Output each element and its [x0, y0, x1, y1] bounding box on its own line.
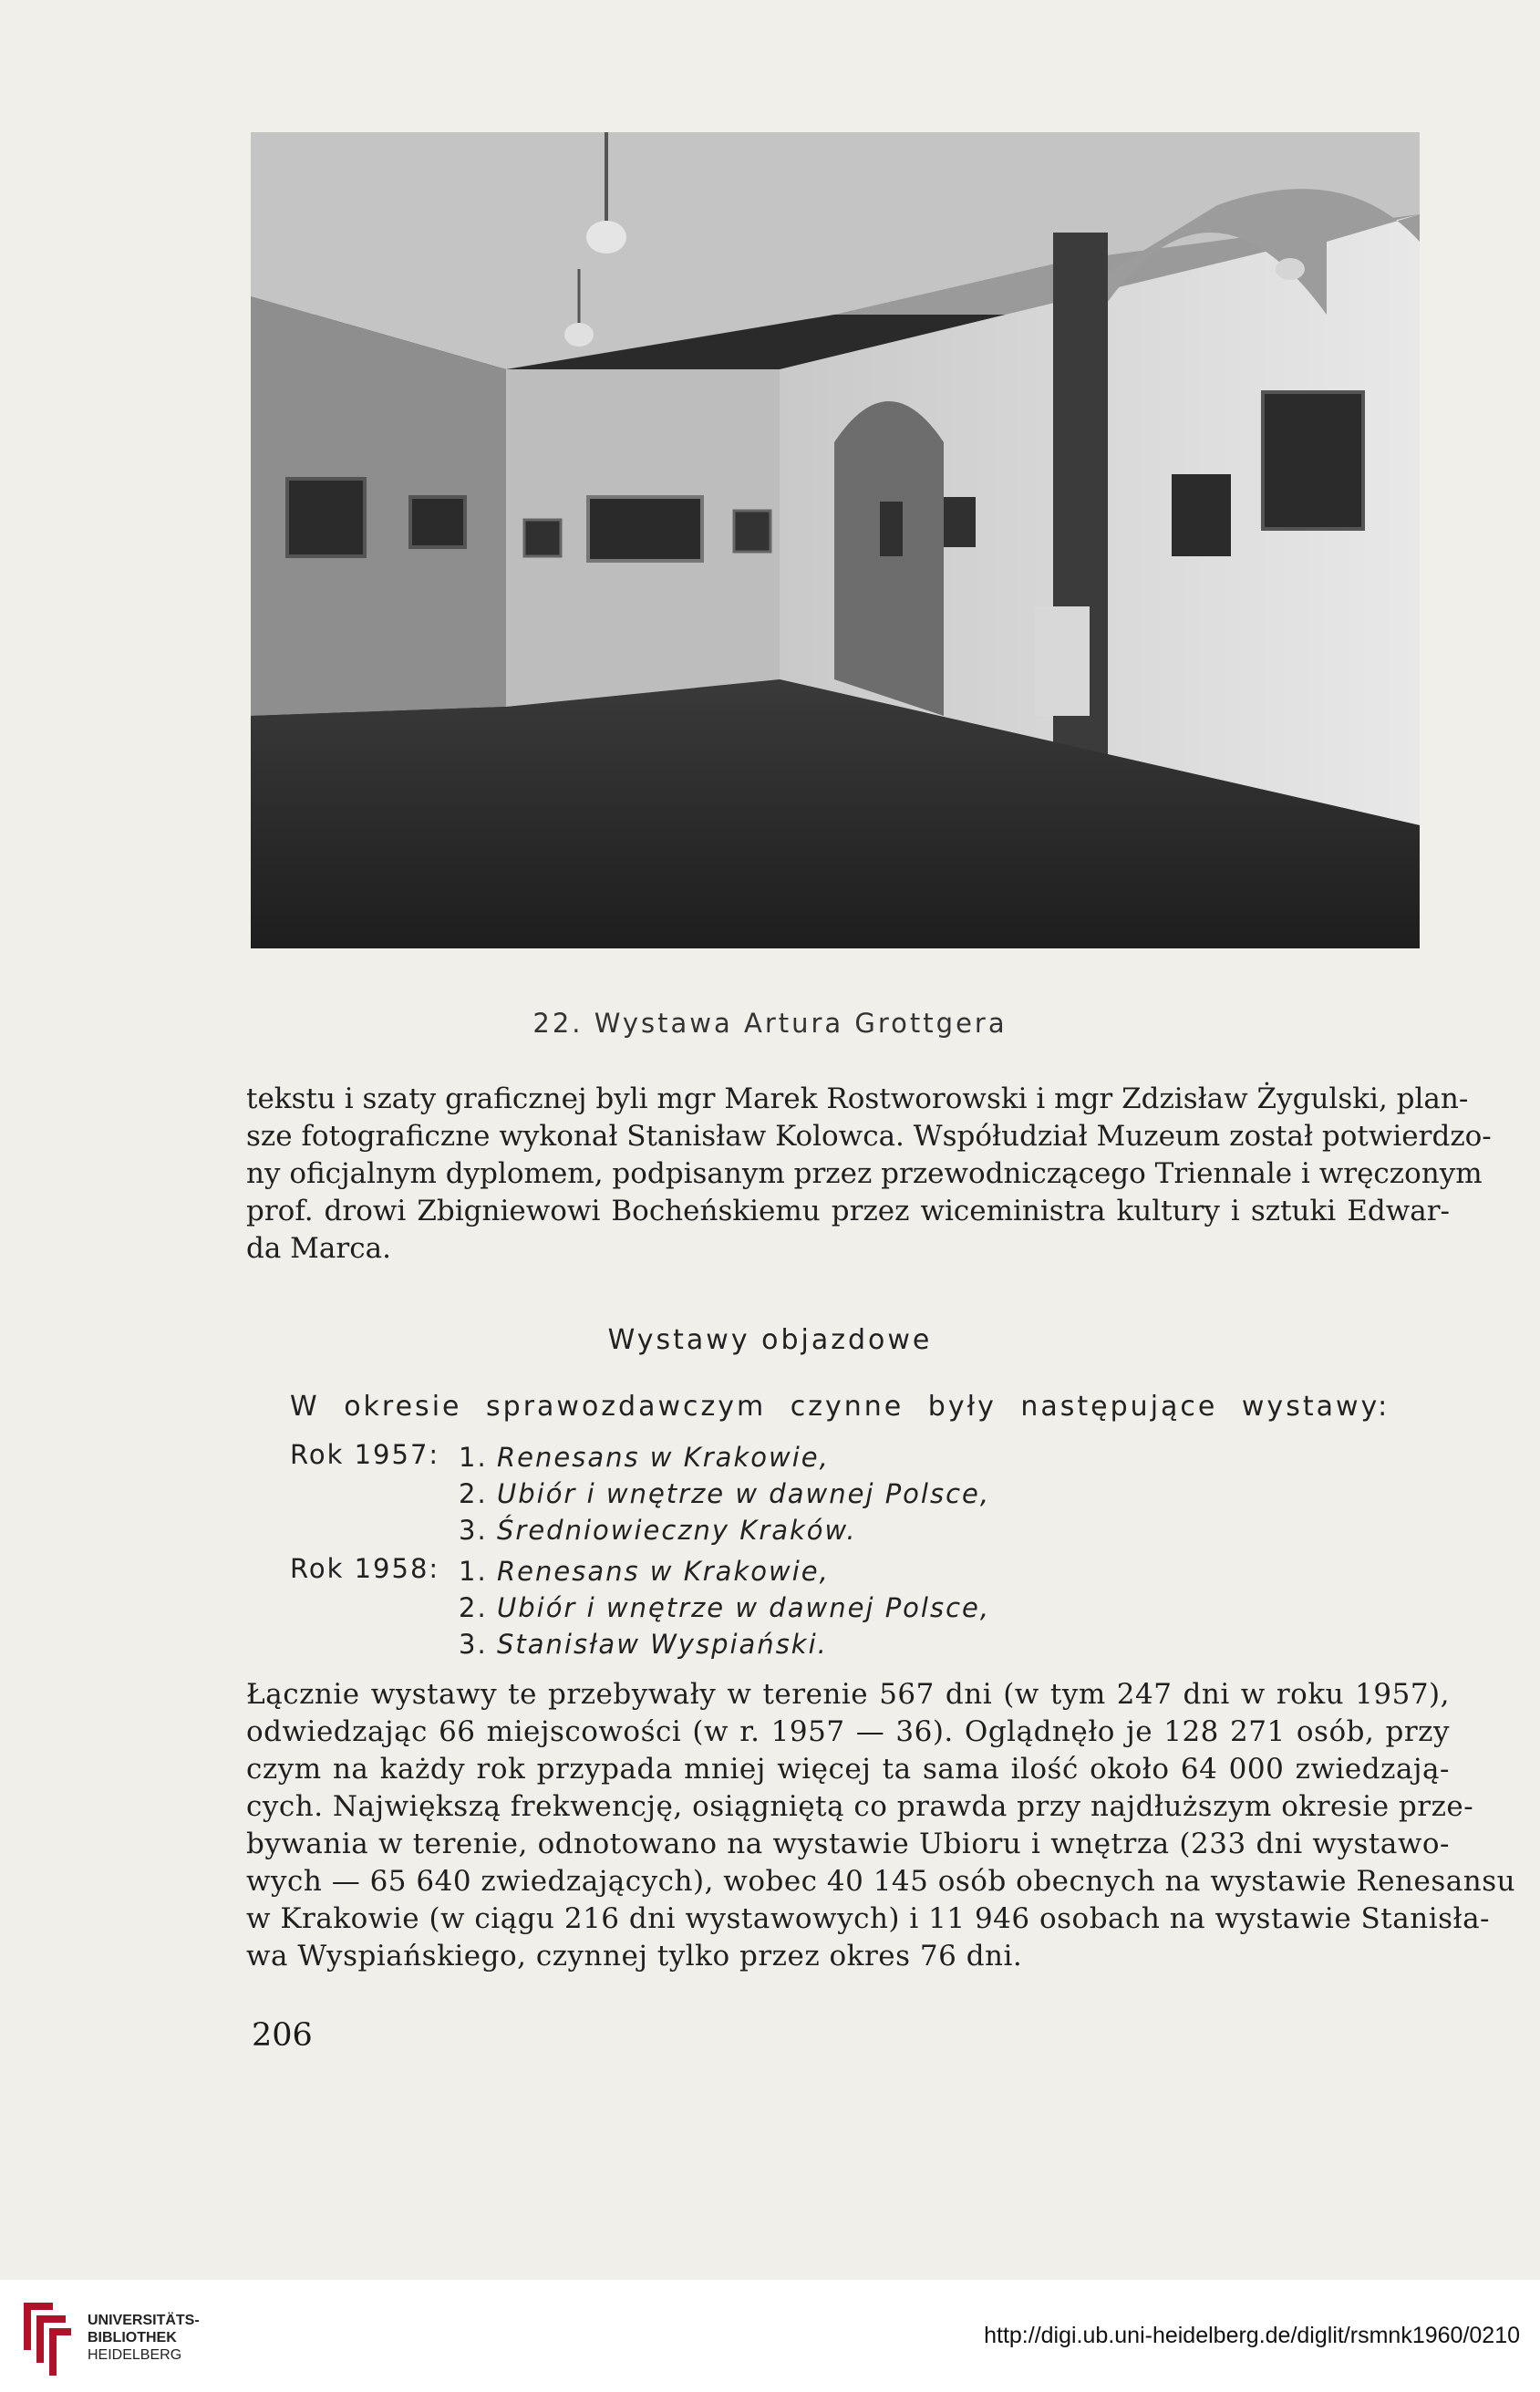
paragraph-1: [246, 1081, 1492, 1268]
library-logo-text: UNIVERSITÄTS- BIBLIOTHEK HEIDELBERG: [88, 2313, 200, 2363]
paragraph-1-line: ny oficjalnym dyplomem, podpisanym przez przewodniczącego Triennale i wręczonym: [246, 1157, 1483, 1190]
paragraph-2-line: wych — 65 640 zwiedzających), wobec 40 145 osób obecnych na wystawie Renesansu: [246, 1865, 1516, 1898]
paragraph-2-line: cych. Największą frekwencję, osiągniętą co prawda przy najdłuższym okresie prze-: [246, 1790, 1474, 1823]
paragraph-1-line: sze fotograficzne wykonał Stanisław Kolowca. Współudział Muzeum został potwierdzo-: [246, 1120, 1492, 1153]
exhibition-item: 1. Renesans w Krakowie,: [459, 1556, 830, 1587]
gallery-photo: [251, 132, 1420, 948]
exhibition-item: 2. Ubiór i wnętrze w dawnej Polsce,: [459, 1478, 991, 1509]
paragraph-2-line: Łącznie wystawy te przebywały w terenie 567 dni (w tym 247 dni w roku 1957),: [246, 1678, 1450, 1711]
source-url-link[interactable]: http://digi.ub.uni-heidelberg.de/diglit/rsmnk1960/0210: [984, 2323, 1520, 2348]
intro-line: W okresie sprawozdawczym czynne były następujące wystawy:: [290, 1391, 1390, 1423]
paragraph-2-line: odwiedzając 66 miejscowości (w r. 1957 — 36). Oglądnęło je 128 271 osób, przy: [246, 1715, 1450, 1748]
paragraph-1-line: tekstu i szaty graficznej byli mgr Marek Rostworowski i mgr Zdzisław Żygulski, plan-: [246, 1082, 1469, 1115]
paragraph-2-line: bywania w terenie, odnotowano na wystawie Ubioru i wnętrza (233 dni wystawo-: [246, 1828, 1450, 1860]
exhibition-item: 3. Średniowieczny Kraków.: [459, 1515, 857, 1546]
paragraph-2: [246, 1676, 1516, 1975]
year-label: Rok 1957:: [290, 1439, 440, 1470]
paragraph-1-line: da Marca.: [246, 1232, 391, 1265]
year-label: Rok 1958:: [290, 1553, 440, 1584]
library-logo-icon: [16, 2295, 75, 2381]
page-number: 206: [252, 2017, 313, 2054]
section-heading: Wystawy objazdowe: [607, 1324, 933, 1356]
paragraph-1-line: prof. drowi Zbigniewowi Bocheńskiemu przez wiceministra kultury i sztuki Edwar-: [246, 1195, 1450, 1227]
paragraph-2-line: czym na każdy rok przypada mniej więcej ta sama ilość około 64 000 zwiedzają-: [246, 1753, 1450, 1786]
paragraph-2-line: wa Wyspiańskiego, czynnej tylko przez okres 76 dni.: [246, 1940, 1023, 1973]
exhibition-item: 1. Renesans w Krakowie,: [459, 1442, 830, 1473]
exhibition-item: 2. Ubiór i wnętrze w dawnej Polsce,: [459, 1592, 991, 1623]
paragraph-2-line: w Krakowie (w ciągu 216 dni wystawowych) i 11 946 osobach na wystawie Stanisła-: [246, 1902, 1491, 1935]
exhibition-item: 3. Stanisław Wyspiański.: [459, 1629, 828, 1660]
photo-caption: 22. Wystawa Artura Grottgera: [532, 1008, 1008, 1039]
